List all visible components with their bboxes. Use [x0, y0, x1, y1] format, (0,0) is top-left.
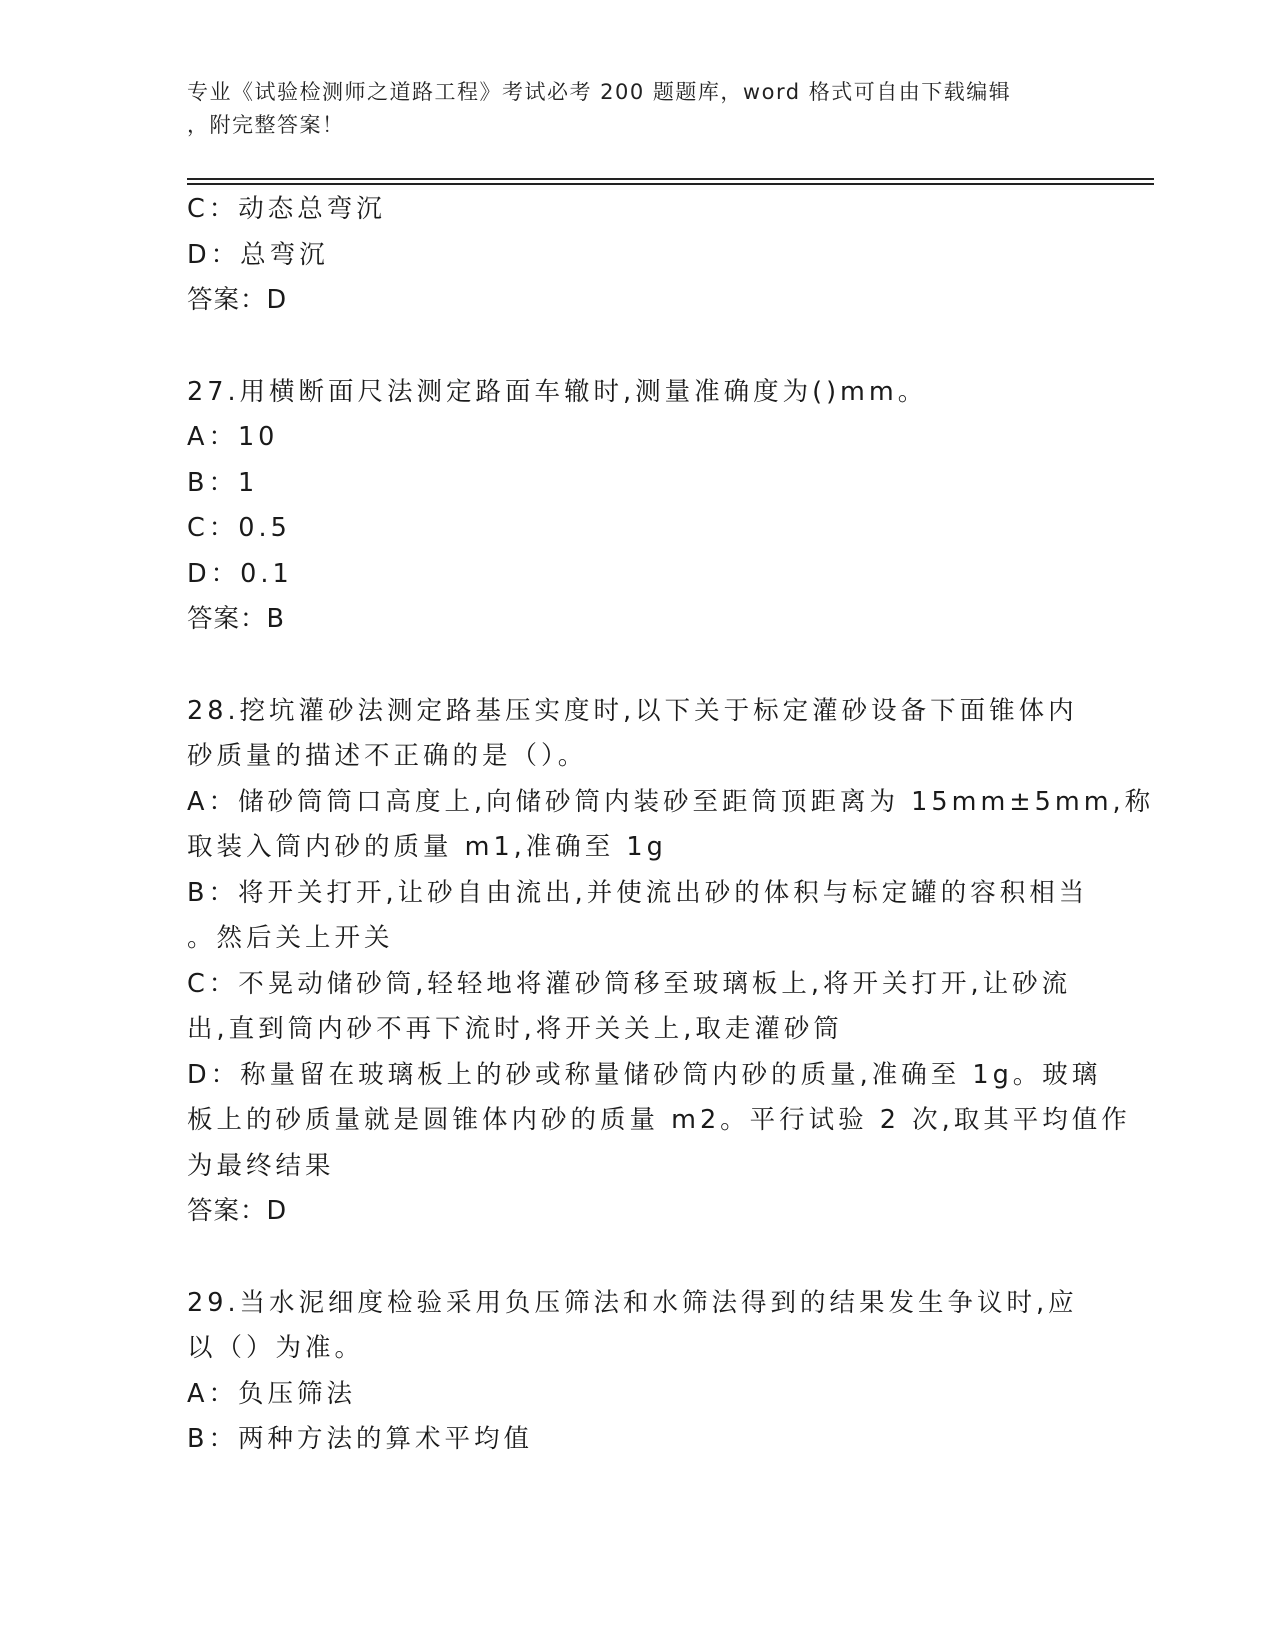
option-a: A：10	[187, 422, 279, 452]
question-stem-line-2: 砂质量的描述不正确的是（）。	[187, 741, 588, 771]
question-stem: 27.用横断面尺法测定路面车辙时,测量准确度为()mm。	[187, 376, 928, 407]
option-a-line-2: 取装入筒内砂的质量 m1,准确至 1g	[187, 832, 667, 862]
option-b: B：两种方法的算术平均值	[187, 1424, 533, 1454]
question-27	[187, 370, 1087, 643]
header-rule-bottom	[187, 183, 1154, 185]
option-b-line-2: 。然后关上开关	[187, 923, 394, 953]
option-c: C：动态总弯沉	[187, 194, 386, 224]
answer: 答案：D	[187, 285, 288, 315]
document-header	[187, 76, 1067, 142]
option-d-line-2: 板上的砂质量就是圆锥体内砂的质量 m2。平行试验 2 次,取其平均值作	[187, 1105, 1131, 1135]
option-a: A：负压筛法	[187, 1378, 356, 1409]
option-b: B：1	[187, 467, 259, 498]
spacer	[187, 643, 1087, 689]
question-stem-line-1: 28.挖坑灌砂法测定路基压实度时,以下关于标定灌砂设备下面锥体内	[187, 695, 1078, 726]
option-a-line-1: A：储砂筒筒口高度上,向储砂筒内装砂至距筒顶距离为 15mm±5mm,称	[187, 786, 1155, 817]
option-c: C：0.5	[187, 513, 291, 543]
option-d: D：总弯沉	[187, 239, 329, 270]
option-d-line-3: 为最终结果	[187, 1150, 335, 1181]
question-stem-line-2: 以（）为准。	[187, 1333, 365, 1363]
header-rule-top	[187, 178, 1154, 180]
option-b-line-1: B：将开关打开,让砂自由流出,并使流出砂的体积与标定罐的容积相当	[187, 877, 1089, 908]
question-28	[187, 689, 1155, 1235]
question-stem-line-1: 29.当水泥细度检验采用负压筛法和水筛法得到的结果发生争议时,应	[187, 1287, 1078, 1318]
option-c-line-1: C：不晃动储砂筒,轻轻地将灌砂筒移至玻璃板上,将开关打开,让砂流	[187, 968, 1072, 999]
option-d: D：0.1	[187, 558, 293, 589]
option-d-line-1: D：称量留在玻璃板上的砂或称量储砂筒内砂的质量,准确至 1g。玻璃	[187, 1059, 1102, 1090]
answer: 答案：D	[187, 1196, 288, 1226]
question-26	[187, 187, 1087, 324]
option-c-line-2: 出,直到筒内砂不再下流时,将开关关上,取走灌砂筒	[187, 1014, 843, 1044]
answer: 答案：B	[187, 604, 285, 634]
spacer	[187, 1235, 1087, 1281]
question-29	[187, 1281, 1087, 1463]
question-list	[187, 187, 1155, 1463]
header-line-2: ，附完整答案！	[187, 113, 345, 137]
header-line-1: 专业《试验检测师之道路工程》考试必考 200 题题库，word 格式可自由下载编辑	[187, 80, 1012, 104]
spacer	[187, 324, 1087, 370]
